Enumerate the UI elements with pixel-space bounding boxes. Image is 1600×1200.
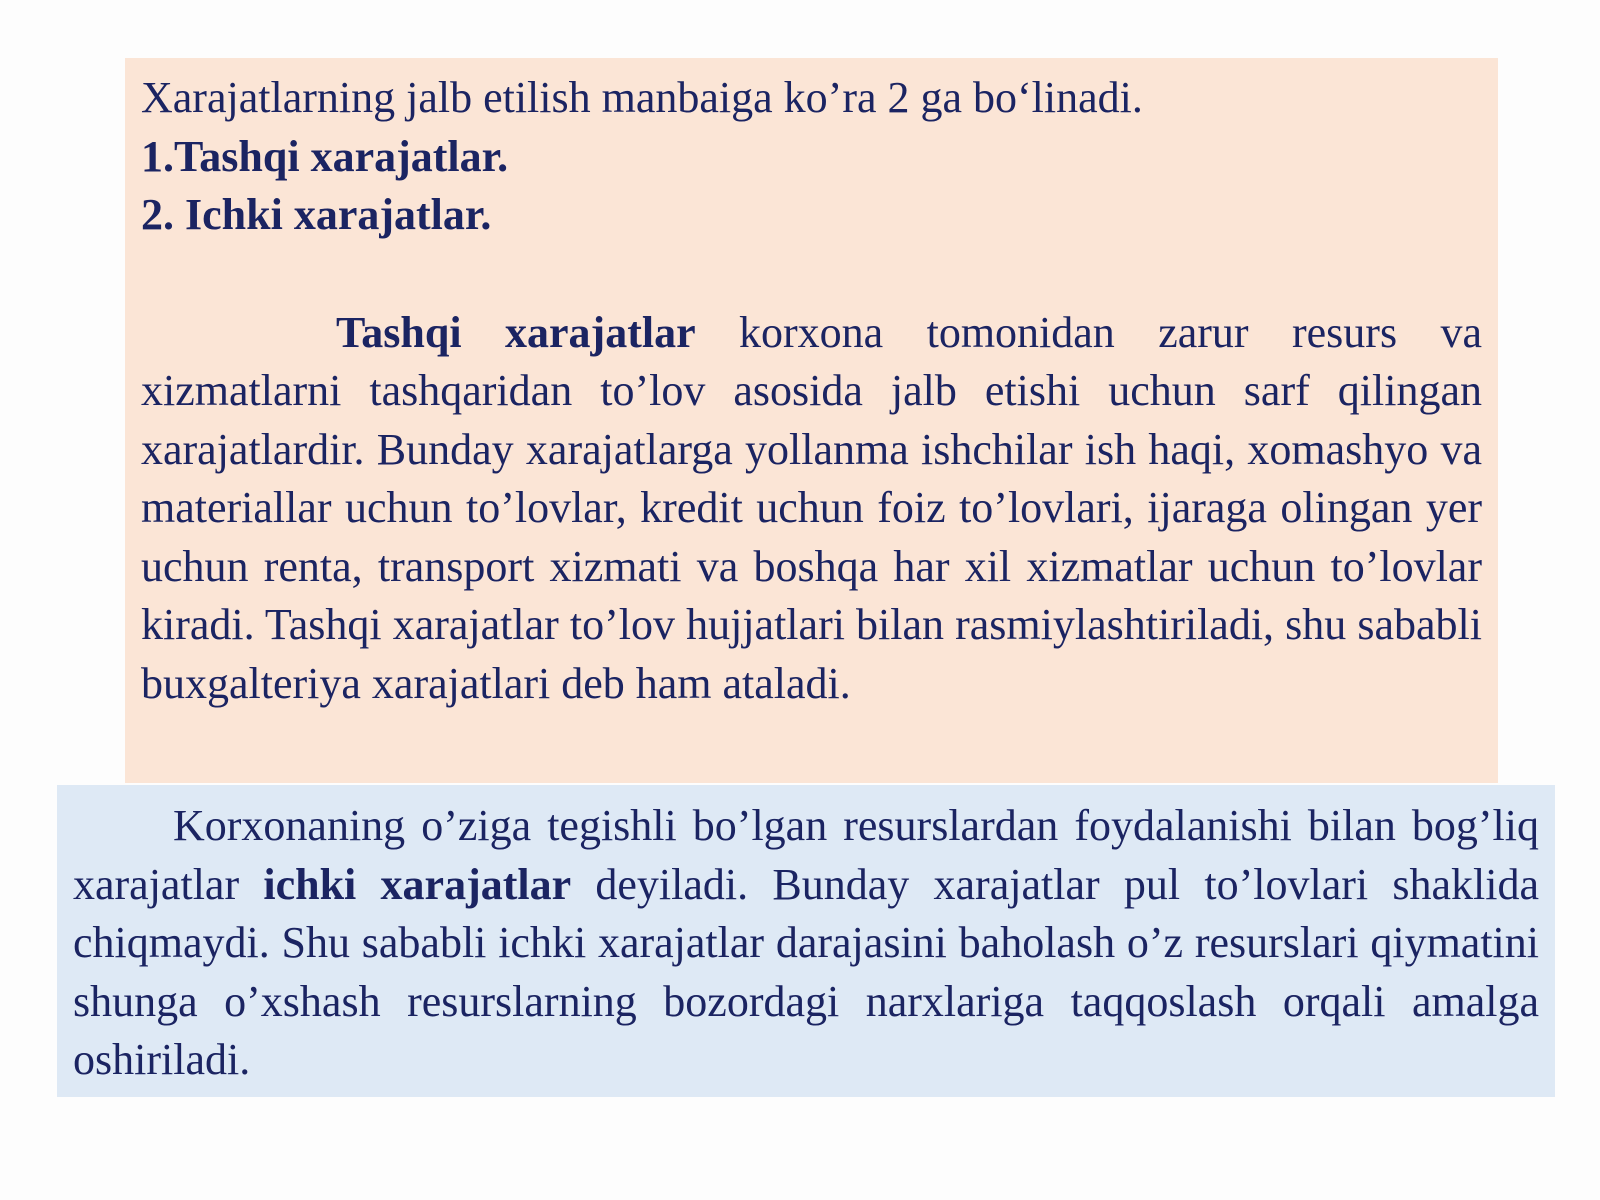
list-item-external-costs: 1.Tashqi xarajatlar.	[141, 131, 509, 181]
internal-costs-box	[57, 785, 1555, 1097]
external-costs-definition	[141, 304, 1482, 714]
internal-costs-definition	[73, 797, 1539, 1090]
external-costs-box	[125, 58, 1498, 783]
list-item-internal-costs: 2. Ichki xarajatlar.	[141, 190, 492, 239]
internal-costs-text-after: deyiladi. Bunday xarajatlar pul to’lovlari shaklida chiqmaydi. Shu sababli ichki xarajatlar darajasini baholash o’z resurslari qiymatini shunga o’xshash resurslarning bozordagi narxlariga taqqoslash orqali amalga oshiriladi.	[73, 859, 1539, 1084]
classification-intro: Xarajatlarning jalb etilish manbaiga ko’ra 2 ga bo‘linadi.	[141, 73, 1143, 122]
internal-costs-text-before: Korxonaning o’ziga tegishli bo’lgan resurslardan foydalanishi bilan bog’liq xarajatlar	[73, 801, 1539, 909]
internal-costs-term: ichki xarajatlar	[263, 859, 572, 909]
external-costs-text: korxona tomonidan zarur resurs va xizmatlarni tashqaridan to’lov asosida jalb etishi uchun sarf qilingan xarajatlardir. Bunday xarajatlarga yollanma ishchilar ish haqi, xomashyo va materiallar uchun to’lovlar, kredit uchun foiz to’lovlari, ijaraga olingan yer uchun renta, transport xizmati va boshqa har xil xizmatlar uchun to’lovlar kiradi. Tashqi xarajatlar to’lov hujjatlari bilan rasmiylashtiriladi, shu sababli buxgalteriya xarajatlari deb ham ataladi.	[141, 307, 1483, 708]
spacer	[141, 245, 1482, 304]
external-costs-term: Tashqi xarajatlar	[336, 307, 696, 357]
